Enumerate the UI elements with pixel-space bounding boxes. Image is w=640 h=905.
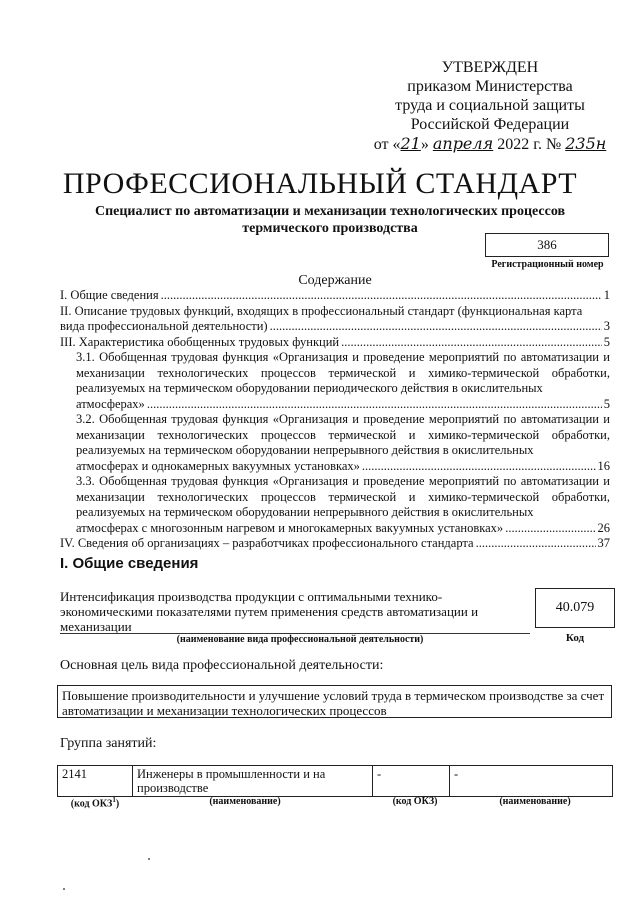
registration-number: 386 [485,233,609,257]
code-caption: Код [565,632,585,644]
handwritten-month: апреля [432,134,494,153]
activity-name: Интенсификация производства продукции с оптимальными технико-экономическими показателями путем применения средств автоматизации и механизации [60,589,479,634]
caption-okz-code: (код ОКЗ$^1$) [70,796,120,810]
activity-code: 40.079 [535,588,615,628]
table-row [58,766,613,797]
handwritten-number: 235н [565,134,607,153]
table-of-contents [60,288,610,552]
okz-code-2: - [373,766,450,797]
handwritten-day: 21 [400,134,421,153]
toc-item[interactable]: 3.1. Обобщенная трудовая функция «Организация и проведение мероприятий по автоматизации и механизации технологических процессов термической и химико-термической обработки, реализуемых на термическом оборудовании периодического действия в окислительных атмосферах» ..... 5 [60,350,610,412]
toc-heading: Содержание [298,273,372,288]
scan-speck [63,888,65,890]
occupation-group-table [57,765,613,797]
toc-item[interactable]: III. Характеристика обобщенных трудовых функций ..... 5 [60,335,610,351]
scan-speck [148,858,150,860]
approval-date: от «21» апреля 2022 г. № 235н [373,134,607,153]
toc-item[interactable]: 3.2. Обобщенная трудовая функция «Организация и проведение мероприятий по автоматизации и механизации технологических процессов термической и химико-термической обработки, реализуемых на термическом оборудовании непрерывного действия в окислительных атмосферах и однокамерных вакуумных установках» ..... 16 [60,412,610,474]
caption-okz-code-2: (код ОКЗ) [392,796,438,807]
toc-item[interactable]: IV. Сведения об организациях – разработчиках профессионального стандарта ..... 37 [60,536,610,552]
okz-code: 2141 [58,766,133,797]
caption-name-2: (наименование) [499,796,571,807]
approval-title: УТВЕРЖДЕН [441,59,539,76]
document-title: ПРОФЕССИОНАЛЬНЫЙ СТАНДАРТ [62,167,578,200]
toc-item[interactable]: I. Общие сведения ..... 1 [60,288,610,304]
okz-name-2: - [450,766,613,797]
activity-caption: (наименование вида профессиональной деятельности) [176,634,424,645]
toc-item[interactable]: II. Описание трудовых функций, входящих в профессиональный стандарт (функциональная карта вида профессиональной деятельности) ..... 3 [60,304,610,335]
group-label: Группа занятий: [60,736,157,751]
goal-label: Основная цель вида профессиональной деятельности: [60,658,384,673]
section-heading: I. Общие сведения [60,555,199,572]
approval-line: труда и социальной защиты [395,97,585,114]
registration-label: Регистрационный номер [491,259,604,270]
caption-name: (наименование) [209,796,281,807]
toc-item[interactable]: 3.3. Обобщенная трудовая функция «Организация и проведение мероприятий по автоматизации и механизации технологических процессов термической и химико-термической обработки, реализуемых на термическом оборудовании непрерывного действия в окислительных атмосферах с многозонным нагревом и многокамерных вакуумных установках» ..... 26 [60,474,610,536]
approval-line: приказом Министерства [407,78,573,95]
approval-line: Российской Федерации [410,116,570,133]
document-subtitle: Специалист по автоматизации и механизации технологических процессов термического производства [94,204,566,236]
approval-block [350,58,630,154]
goal-text: Повышение производительности и улучшение условий труда в термическом производстве за счет автоматизации и механизации технологических процессов [57,685,612,718]
okz-name: Инженеры в промышленности и на производстве [133,766,373,797]
